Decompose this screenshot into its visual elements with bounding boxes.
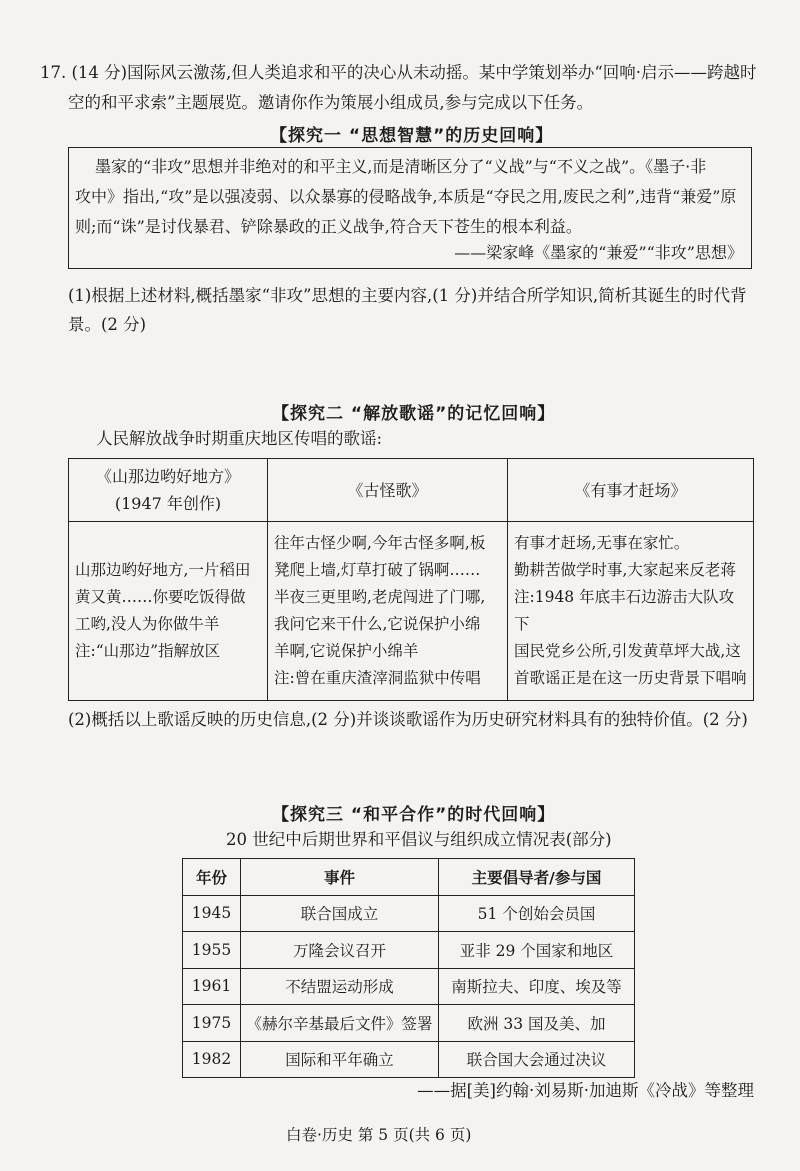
part1-prompt-line2: 景。(2 分): [68, 315, 147, 334]
part2-prompt: (2)概括以上歌谣反映的历史信息,(2 分)并谈谈歌谣作为历史研究材料具有的独特价值。(2 分): [68, 710, 748, 729]
cell-event: 万隆会议召开: [241, 932, 439, 969]
cell-year: 1955: [183, 932, 241, 969]
cell-event: 联合国成立: [241, 895, 439, 932]
table-row: [183, 968, 635, 1005]
table-row: [183, 895, 635, 932]
cell-participants: 南斯拉夫、印度、埃及等: [439, 968, 635, 1005]
header-event: 事件: [241, 859, 439, 896]
cell-year: 1975: [183, 1005, 241, 1042]
cell-event: 国际和平年确立: [241, 1041, 439, 1078]
part3-source: ——据[美]约翰·刘易斯·加迪斯《冷战》等整理: [417, 1081, 754, 1100]
part2-heading: 【探究二 “解放歌谣”的记忆回响】: [272, 404, 556, 424]
header-year: 年份: [183, 859, 241, 896]
material-line2: 攻中》指出,“攻”是以强凌弱、以众暴寡的侵略战争,本质是“夺民之用,废民之利”,违背“兼爱”原: [75, 187, 737, 206]
part3-heading: 【探究三 “和平合作”的时代回响】: [272, 805, 556, 825]
cell-event: 《赫尔辛基最后文件》签署: [241, 1005, 439, 1042]
peace-table: [182, 858, 635, 1078]
question-text-line1: 17. (14 分)国际风云激荡,但人类追求和平的决心从未动摇。某中学策划举办“回响·启示——跨越时: [40, 63, 757, 82]
cell-year: 1961: [183, 968, 241, 1005]
table-row: [183, 932, 635, 969]
table-row: [183, 1005, 635, 1042]
material-source: ——梁家峰《墨家的“兼爱”“非攻”思想》: [454, 243, 743, 262]
song1-lyrics: 山那边哟好地方,一片稻田 黄又黄……你要吃饭得做 工哟,没人为你做牛羊 注:“山那边”指解放区: [69, 522, 268, 701]
header-participants: 主要倡导者/参与国: [439, 859, 635, 896]
question-text-line2: 空的和平求索”主题展览。邀请你作为策展小组成员,参与完成以下任务。: [68, 93, 594, 112]
peace-table-header-row: [183, 859, 635, 896]
cell-participants: 联合国大会通过决议: [439, 1041, 635, 1078]
material-line1: 墨家的“非攻”思想并非绝对的和平主义,而是清晰区分了“义战”与“不义之战”。《墨子·非: [95, 157, 707, 176]
song2-lyrics: 往年古怪少啊,今年古怪多啊,板 凳爬上墙,灯草打破了锅啊…… 半夜三更里哟,老虎闯进了门哪, 我问它来干什么,它说保护小绵 羊啊,它说保护小绵羊 注:曾在重庆渣滓洞监狱中传唱: [268, 522, 508, 701]
song1-title: 《山那边哟好地方》 (1947 年创作): [69, 459, 268, 522]
table-row: [183, 1041, 635, 1078]
part2-intro: 人民解放战争时期重庆地区传唱的歌谣:: [96, 429, 383, 448]
cell-event: 不结盟运动形成: [241, 968, 439, 1005]
cell-participants: 欧洲 33 国及美、加: [439, 1005, 635, 1042]
song2-title: 《古怪歌》: [268, 459, 508, 522]
material-line3: 则;而“诛”是讨伐暴君、铲除暴政的正义战争,符合天下苍生的根本利益。: [75, 217, 582, 236]
cell-participants: 51 个创始会员国: [439, 895, 635, 932]
song3-title: 《有事才赶场》: [508, 459, 754, 522]
cell-year: 1982: [183, 1041, 241, 1078]
page-footer: 白卷·历史 第 5 页(共 6 页): [286, 1126, 472, 1144]
part1-material-box: [68, 147, 752, 269]
cell-participants: 亚非 29 个国家和地区: [439, 932, 635, 969]
part1-heading: 【探究一 “思想智慧”的历史回响】: [270, 126, 554, 146]
cell-year: 1945: [183, 895, 241, 932]
part1-prompt-line1: (1)根据上述材料,概括墨家“非攻”思想的主要内容,(1 分)并结合所学知识,简析其诞生的时代背: [68, 286, 747, 305]
song3-lyrics: 有事才赶场,无事在家忙。 勤耕苦做学时事,大家起来反老蒋 注:1948 年底丰石边游击大队攻下 国民党乡公所,引发黄草坪大战,这 首歌谣正是在这一历史背景下唱响: [508, 522, 754, 701]
songs-table: [68, 458, 754, 701]
peace-table-title: 20 世纪中后期世界和平倡议与组织成立情况表(部分): [226, 830, 612, 849]
